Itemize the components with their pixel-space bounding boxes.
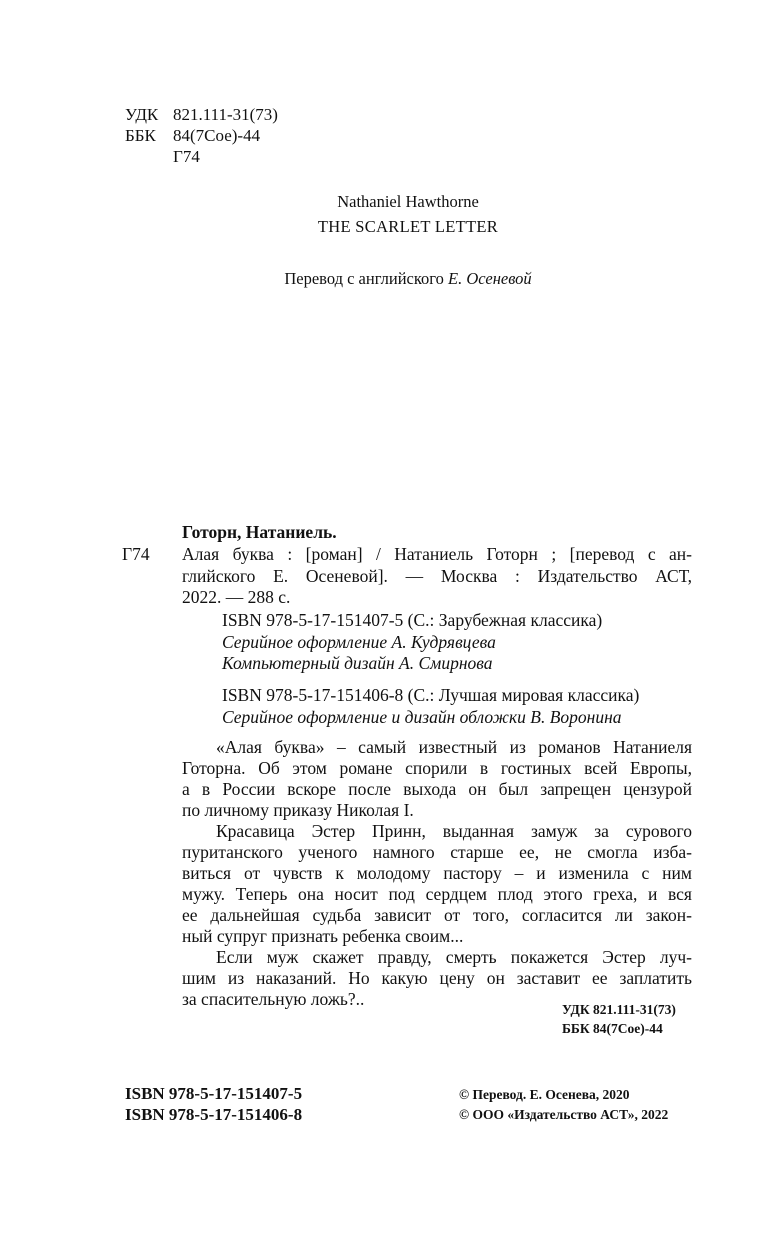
annotation-line: за спасительную ложь?.. <box>182 989 365 1009</box>
classification-block <box>125 104 278 167</box>
annotation-line: пуританского ученого намного старше ее, не смогла изба- <box>182 842 692 862</box>
udk-value: 821.111-31(73) <box>173 105 278 124</box>
catalog-desc-line: Алая буква : [роман] / Натаниель Готорн ; [перевод с ан- <box>182 544 692 564</box>
isbn-2: ISBN 978-5-17-151406-8 (С.: Лучшая мировая классика) <box>222 685 640 705</box>
annotation-line: а в России вскоре после выхода он был запрещен цензурой <box>182 779 692 799</box>
catalog-sign: Г74 <box>122 544 150 564</box>
isbn-entry-1 <box>222 610 602 675</box>
translation-credit <box>0 269 768 289</box>
catalog-desc-line: 2022. — 288 с. <box>182 587 291 607</box>
translator-name: Е. Осеневой <box>448 269 532 288</box>
series-design-1: Серийное оформление А. Кудрявцева <box>222 631 496 652</box>
annotation-line: ее дальнейшая судьба зависит от того, согласится ли закон- <box>182 905 692 925</box>
isbn-entry-2 <box>222 685 639 728</box>
annotation-line: по личному приказу Николая I. <box>182 800 414 820</box>
bottom-isbn-1: ISBN 978-5-17-151407-5 <box>125 1084 303 1103</box>
annotation-line: ный супруг признать ребенка своим... <box>182 926 464 946</box>
annotation-line: «Алая буква» – самый известный из романов Натаниеля <box>216 737 692 757</box>
footer-bbk: ББК 84(7Сое)-44 <box>562 1021 663 1036</box>
translation-prefix: Перевод с английского <box>284 269 444 288</box>
copyright-block <box>459 1085 668 1125</box>
annotation-line: шим из наказаний. Но какую цену он заставит ее заплатить <box>182 968 692 988</box>
original-author: Nathaniel Hawthorne <box>337 192 479 211</box>
annotation-line: виться от чувств к молодому пастору – и изменила с ним <box>182 863 692 883</box>
author-sign: Г74 <box>173 147 200 166</box>
catalog-description <box>182 544 692 609</box>
annotation-line: Готорна. Об этом романе спорили в гостиных всей Европы, <box>182 758 692 778</box>
copyright-publisher: © ООО «Издательство АСТ», 2022 <box>459 1107 669 1122</box>
annotation-line: Если муж скажет правду, смерть покажется Эстер луч- <box>216 947 692 967</box>
catalog-desc-line: глийского Е. Осеневой]. — Москва : Издательство АСТ, <box>182 565 692 586</box>
catalog-heading: Готорн, Натаниель. <box>182 522 337 542</box>
computer-design: Компьютерный дизайн А. Смирнова <box>222 653 493 673</box>
isbn-1: ISBN 978-5-17-151407-5 (С.: Зарубежная классика) <box>222 610 603 630</box>
udk-label: УДК <box>125 105 159 124</box>
bottom-isbns <box>125 1083 302 1125</box>
bottom-isbn-2: ISBN 978-5-17-151406-8 <box>125 1105 303 1124</box>
annotation-line: Красавица Эстер Принн, выданная замуж за сурового <box>216 821 692 841</box>
original-title: THE SCARLET LETTER <box>317 217 499 236</box>
footer-udk: УДК 821.111-31(73) <box>562 1002 676 1017</box>
copyright-translation: © Перевод. Е. Осенева, 2020 <box>459 1087 630 1102</box>
annotation-line: мужу. Теперь она носит под сердцем плод этого греха, и вся <box>182 884 692 904</box>
bbk-value: 84(7Сое)-44 <box>173 126 261 145</box>
footer-codes <box>562 1000 676 1038</box>
series-design-2: Серийное оформление и дизайн обложки В. Воронина <box>222 706 622 727</box>
annotation <box>182 737 692 1010</box>
bbk-label: ББК <box>125 126 156 145</box>
